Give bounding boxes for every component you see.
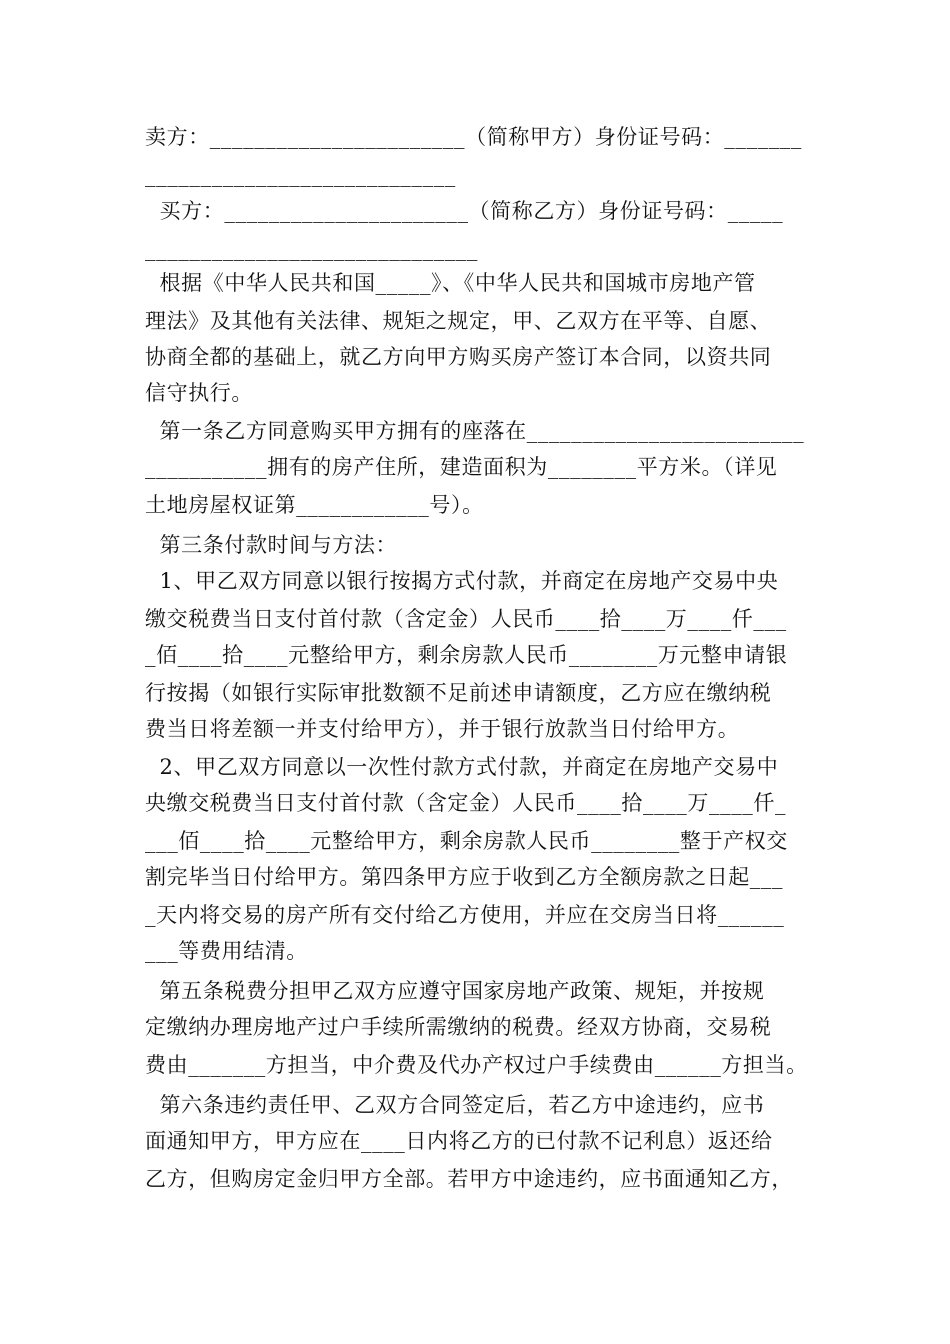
text-line: ______________________________ — [145, 237, 478, 261]
text-line: 1、甲乙双方同意以银行按揭方式付款，并商定在房地产交易中央 — [145, 569, 779, 593]
text-line: 第一条乙方同意购买甲方拥有的座落在_________________________ — [145, 419, 805, 443]
text-line: 定缴纳办理房地产过户手续所需缴纳的税费。经双方协商，交易税 — [145, 1015, 772, 1039]
text-line: ____________________________ — [145, 163, 456, 187]
text-line: 协商全都的基础上，就乙方向甲方购买房产签订本合同，以资共同 — [145, 345, 772, 369]
text-line: 土地房屋权证第____________号）。 — [145, 493, 484, 517]
text-line: 根据《中华人民共和国_____》、《中华人民共和国城市房地产管 — [145, 271, 756, 295]
text-line: 买方：______________________（简称乙方）身份证号码：_____ — [145, 199, 784, 223]
text-line: 信守执行。 — [145, 381, 253, 405]
text-line: 面通知甲方，甲方应在____日内将乙方的已付款不记利息）返还给 — [145, 1129, 773, 1153]
text-line: 卖方：_______________________（简称甲方）身份证号码：_______ — [145, 125, 802, 149]
text-line: 第三条付款时间与方法： — [145, 533, 398, 557]
text-line: 割完毕当日付给甲方。第四条甲方应于收到乙方全额房款之日起___ — [145, 865, 784, 889]
text-line: 央缴交税费当日支付首付款（含定金）人民币____拾____万____仟_ — [145, 791, 787, 815]
text-line: 理法》及其他有关法律、规矩之规定，甲、乙双方在平等、自愿、 — [145, 309, 772, 333]
text-line: _天内将交易的房产所有交付给乙方使用，并应在交房当日将______ — [145, 903, 785, 927]
text-line: _佰____拾____元整给甲方，剩余房款人民币________万元整申请银 — [145, 643, 788, 667]
text-line: 第六条违约责任甲、乙双方合同签定后，若乙方中途违约，应书 — [145, 1093, 765, 1117]
text-line: 缴交税费当日支付首付款（含定金）人民币____拾____万____仟___ — [145, 607, 787, 631]
text-line: 行按揭（如银行实际审批数额不足前述申请额度，乙方应在缴纳税 — [145, 681, 772, 705]
text-line: 费由_______方担当，中介费及代办产权过户手续费由______方担当。 — [145, 1053, 808, 1077]
text-line: ___________拥有的房产住所，建造面积为________平方米。（详见 — [145, 455, 778, 479]
text-line: 乙方，但购房定金归甲方全部。若甲方中途违约，应书面通知乙方， — [145, 1167, 793, 1191]
text-line: 费当日将差额一并支付给甲方），并于银行放款当日付给甲方。 — [145, 717, 740, 741]
text-line: ___等费用结清。 — [145, 939, 308, 963]
text-line: 2、甲乙双方同意以一次性付款方式付款，并商定在房地产交易中 — [145, 755, 779, 779]
text-line: ___佰____拾____元整给甲方，剩余房款人民币________整于产权交 — [145, 829, 788, 853]
text-line: 第五条税费分担甲乙双方应遵守国家房地产政策、规矩，并按规 — [145, 979, 765, 1003]
